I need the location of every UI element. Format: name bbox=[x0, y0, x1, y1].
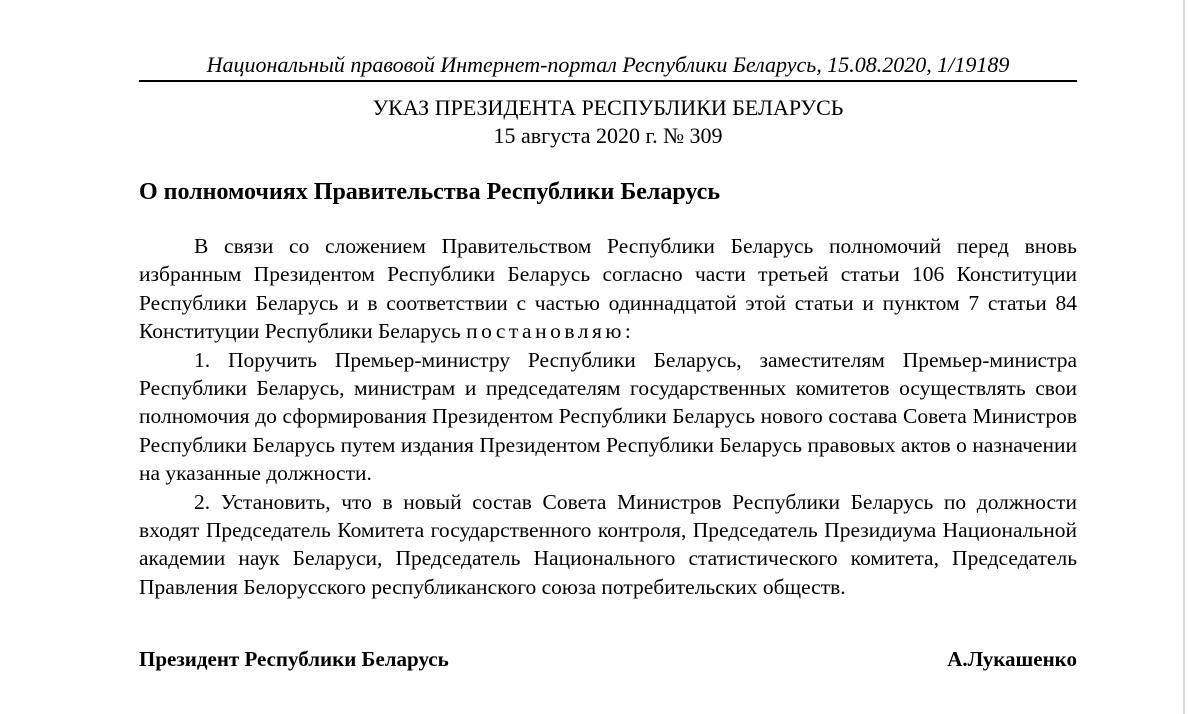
header-rule bbox=[139, 80, 1077, 82]
item-1-paragraph: 1. Поручить Премьер-министру Республики Беларусь, заместителям Премьер-министра Республики Беларусь, министрам и председателям государственных комитетов осуществлять свои полномочия до сформирования Президентом Республики Беларусь нового состава Совета Министров Республики Беларусь путем издания Президентом Республики Беларусь правовых актов о назначении на указанные должности. bbox=[139, 347, 1077, 486]
signature-block bbox=[139, 644, 1077, 674]
signatory-name: А.Лукашенко bbox=[947, 647, 1077, 671]
document-title: О полномочиях Правительства Республики Беларусь bbox=[139, 179, 721, 205]
document-body bbox=[139, 232, 1077, 601]
resolve-word: постановляю bbox=[466, 319, 625, 344]
page-edge-divider bbox=[1183, 0, 1185, 714]
preamble-text: В связи со сложением Правительством Республики Беларусь полномочий перед вновь избранным Президентом Республики Беларусь согласно части третьей статьи 106 Конституции Республики Беларусь и в соответствии с частью одиннадцатой этой статьи и пунктом 7 статьи 84 Конституции Республики Беларусь bbox=[139, 234, 1077, 344]
resolve-punct: : bbox=[624, 319, 631, 344]
item-2-paragraph: 2. Установить, что в новый состав Совета Министров Республики Беларусь по должности входят Председатель Комитета государственного контроля, Председатель Президиума Национальной академии наук Беларуси, Председатель Национального статистического комитета, Председатель Правления Белорусского республиканского союза потребительских обществ. bbox=[139, 489, 1077, 599]
decree-type-heading: УКАЗ ПРЕЗИДЕНТА РЕСПУБЛИКИ БЕЛАРУСЬ bbox=[372, 95, 844, 120]
preamble-paragraph bbox=[139, 232, 1077, 346]
signatory-position: Президент Республики Беларусь bbox=[139, 647, 449, 671]
portal-header-line: Национальный правовой Интернет-портал Республики Беларусь, 15.08.2020, 1/19189 bbox=[206, 52, 1010, 77]
decree-date-number: 15 августа 2020 г. № 309 bbox=[493, 123, 723, 148]
